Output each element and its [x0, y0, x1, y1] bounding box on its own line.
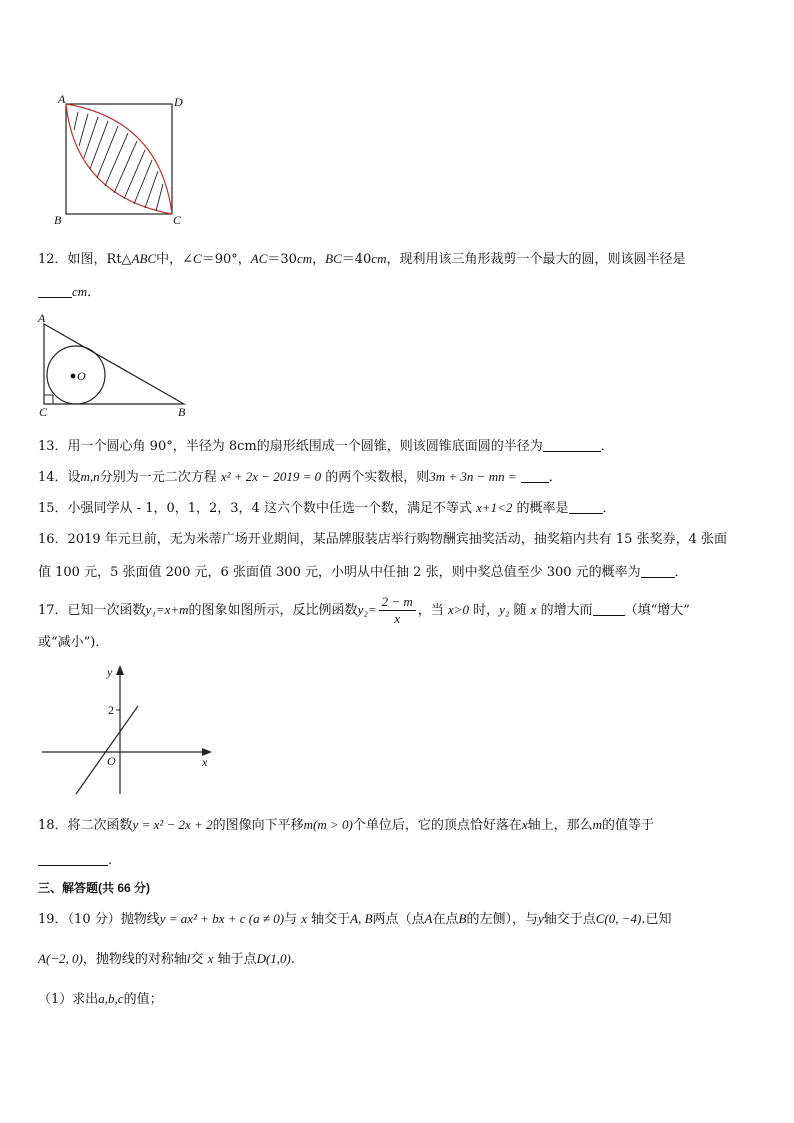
q18: 18．将二次函数y = x² − 2x + 2的图像向下平移m(m > 0)个单位后，它的顶点恰好落在x轴上，那么m的值等于 [38, 817, 655, 833]
q19-sub1: （1）求出a,b,c的值； [38, 991, 163, 1007]
q14-answer-blank[interactable] [521, 468, 549, 483]
q16-line1: 16．2019 年元旦前，无为米蒂广场开业期间，某品牌服装店举行购物酬宾抽奖活动，抽奖箱内共有 15 张奖券，4 张面 [38, 532, 727, 547]
q19-line1: 19．（10 分）抛物线y = ax² + bx + c (a ≠ 0)与 x 轴交于A, B两点（点A在点B的左侧），与y轴交于点C(0, −4).已知 [38, 911, 672, 927]
q18-answer-blank[interactable] [38, 851, 108, 866]
q15-answer-blank[interactable] [569, 499, 603, 514]
fig12-label-o: O [77, 369, 86, 383]
q12-line1: 12．如图，Rt△ABC中，∠C＝90°，AC＝30cm，BC＝40cm，现利用该三角形裁剪一个最大的圆，则该圆半径是 [38, 251, 686, 267]
q12-line2: cm． [38, 283, 100, 302]
fig11-label-a: A [58, 92, 66, 106]
fig11-square-lens [52, 90, 202, 230]
fig17-label-x: x [202, 755, 208, 769]
fig12-label-c: C [39, 405, 48, 419]
q17-line2: 或“减小”)． [38, 635, 109, 650]
section-heading: 三、解答题(共 66 分) [38, 881, 151, 895]
fig17-linear-graph [38, 662, 218, 800]
fig12-label-a: A [38, 311, 46, 325]
q13-answer-blank[interactable] [543, 437, 601, 452]
q13: 13．用一个圆心角 90°，半径为 8cm的扇形纸围成一个圆锥，则该圆锥底面圆的半径为 ． [38, 439, 614, 454]
q17-fraction: $\frac{2 - m}{x}$ [379, 594, 416, 627]
q16-line2: 值 100 元，5 张面值 200 元，6 张面值 300 元，小明从中任抽 2 张，则中奖总值至少 300 元的概率为 ． [38, 565, 688, 580]
fig12-label-b: B [178, 405, 186, 419]
q18-line2: . [38, 851, 112, 870]
q16-answer-blank[interactable] [641, 563, 675, 578]
fig12-triangle-incircle [34, 312, 194, 420]
q17-line1: 17．已知一次函数y₁=x+m的图象如图所示，反比例函数y₂= $\frac{2 - m}{x}$ ，当 x>0 时，y₂ 随 x 的增大而 （填“增大” [38, 594, 690, 626]
fig11-label-c: C [173, 213, 182, 227]
fig11-label-d: D [174, 95, 183, 109]
q17-answer-blank[interactable] [593, 601, 625, 616]
q14: 14．设m,n分别为一元二次方程 x² + 2x − 2019 = 0 的两个实数根，则3m + 3n − mn = ． [38, 469, 562, 485]
q19-line2: A(−2, 0)，抛物线的对称轴l交 x 轴于点D(1,0). [38, 951, 296, 967]
fig17-label-y: y [107, 665, 113, 679]
q15: 15．小强同学从 - 1，0，1，2，3，4 这六个数中任选一个数，满足不等式 x+1<2 的概率是 ． [38, 500, 616, 516]
q12-answer-blank[interactable] [38, 283, 72, 298]
fig11-label-b: B [54, 213, 62, 227]
fig17-label-o: O [107, 754, 116, 768]
fig17-label-2: 2 [108, 703, 114, 717]
